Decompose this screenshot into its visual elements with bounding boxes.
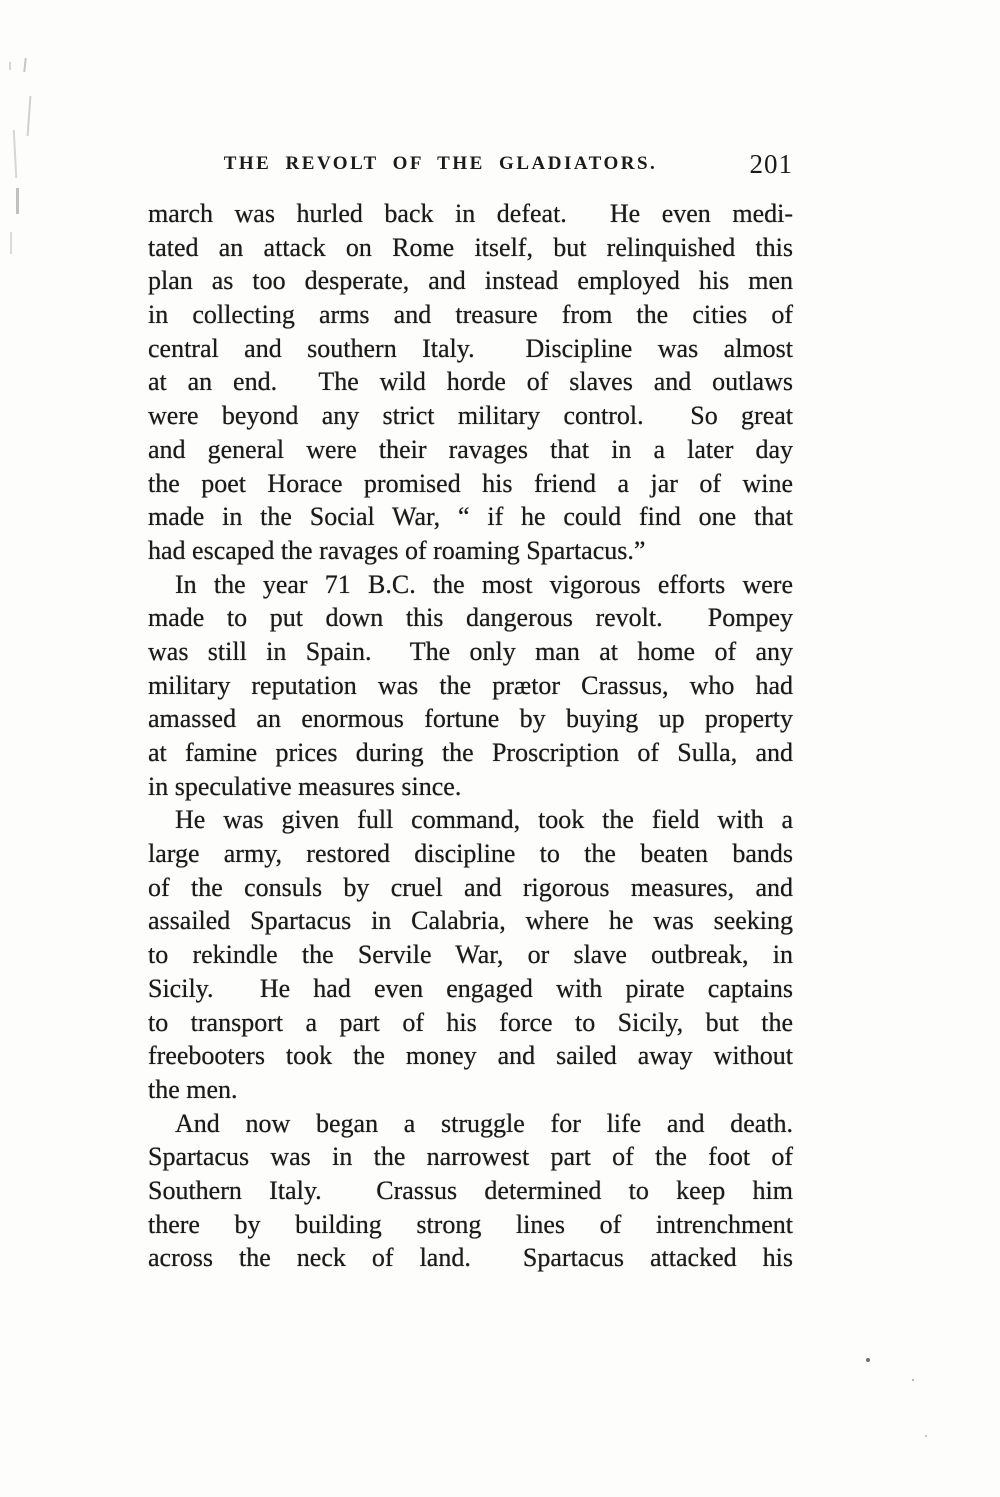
text-line: were beyond any strict military control. So great [148,401,793,431]
text-line: the men. [148,1074,238,1104]
scan-artifact [13,130,18,178]
text-line: to transport a part of his force to Sicily, but the [148,1007,793,1037]
text-line: Southern Italy. Crassus determined to keep him [148,1175,793,1205]
text-line: was still in Spain. The only man at home of any [148,636,793,666]
page-number: 201 [749,149,793,179]
text-line: of the consuls by cruel and rigorous measures, and [148,872,793,902]
text-line: In the year 71 B.C. the most vigorous efforts were [175,569,793,599]
scan-artifact [9,62,11,70]
text-line: to rekindle the Servile War, or slave outbreak, in [148,940,793,970]
text-line: assailed Spartacus in Calabria, where he was seeking [148,906,793,936]
text-line: plan as too desperate, and instead employed his men [148,266,793,296]
paragraph [148,1107,793,1275]
scan-artifact [23,58,26,72]
text-line: and general were their ravages that in a later day [148,434,793,464]
text-line: made to put down this dangerous revolt. Pompey [148,603,793,633]
running-head: THE REVOLT OF THE GLADIATORS. [223,153,658,174]
text-line: central and southern Italy. Discipline was almost [148,333,793,363]
text-line: had escaped the ravages of roaming Spartacus.” [148,535,646,565]
text-line: across the neck of land. Spartacus attacked his [148,1243,793,1273]
text-line: freebooters took the money and sailed away without [148,1041,793,1071]
paragraph [148,197,793,568]
scan-speck [866,1358,870,1362]
text-line: Spartacus was in the narrowest part of the foot of [148,1142,793,1172]
text-line: the poet Horace promised his friend a jar of wine [148,468,793,498]
scan-artifact [27,96,32,136]
text-line: large army, restored discipline to the beaten bands [148,839,793,869]
text-line: made in the Social War, “ if he could find one that [148,502,793,532]
text-line: amassed an enormous fortune by buying up property [148,704,793,734]
scan-artifact [16,188,19,214]
text-line: in collecting arms and treasure from the cities of [148,300,793,330]
text-line: Sicily. He had even engaged with pirate captains [148,973,793,1003]
text-line: in speculative measures since. [148,771,462,801]
text-line: at an end. The wild horde of slaves and outlaws [148,367,793,397]
text-line: military reputation was the prætor Crassus, who had [148,670,793,700]
text-line: tated an attack on Rome itself, but relinquished this [148,232,793,262]
text-line: there by building strong lines of intrenchment [148,1209,793,1239]
scan-speck [925,1435,927,1437]
text-line: march was hurled back in defeat. He even medi- [148,199,793,228]
paragraph [148,568,793,804]
scan-artifact [10,232,12,254]
page-header [148,149,793,181]
text-line: at famine prices during the Proscription of Sulla, and [148,738,793,767]
paragraph [148,803,793,1106]
scan-speck [912,1379,914,1381]
text-line: And now began a struggle for life and death. [175,1108,793,1138]
text-line: He was given full command, took the field with a [175,805,793,835]
body-text [148,197,793,1275]
